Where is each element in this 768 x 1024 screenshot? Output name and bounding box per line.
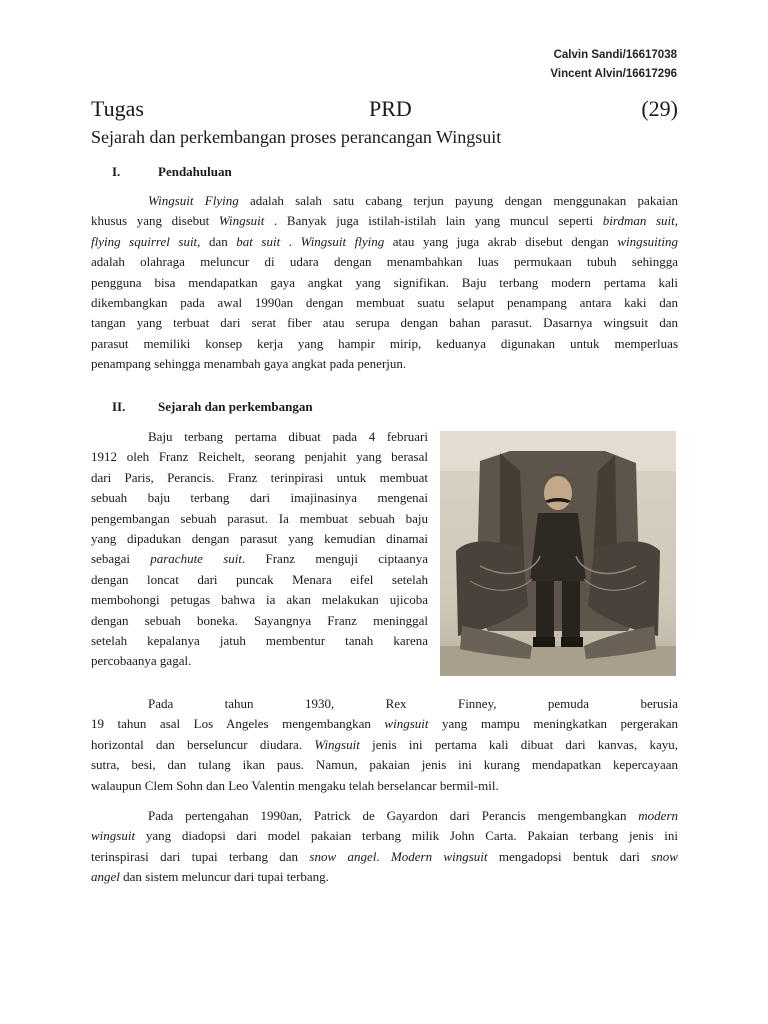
italic-run: Wingsuit	[218, 213, 265, 229]
text-line	[91, 252, 678, 272]
text-line	[91, 714, 678, 734]
text-run: mengadopsi bentuk dari	[487, 848, 652, 864]
text-line	[91, 867, 678, 887]
italic-run: bat suit	[236, 233, 281, 249]
text-line	[91, 447, 428, 467]
text-run: Pada pertengahan 1990an, Patrick de Gayardon dari Perancis mengembangkan	[148, 808, 639, 823]
text-line	[91, 847, 678, 867]
section-title: Sejarah dan perkembangan	[158, 399, 313, 414]
text-line	[91, 694, 678, 714]
section-heading-pendahuluan	[112, 164, 232, 180]
italic-run: Wingsuit	[314, 736, 360, 752]
text-line	[91, 651, 428, 671]
text-run: sutra, besi, dan tulang ikan paus. Namun, pakaian jenis ini kurang mendapatkan kepercayaan	[91, 757, 678, 773]
italic-run: wingsuit	[384, 716, 429, 732]
paragraph-franz-reichelt	[91, 427, 428, 672]
text-line	[91, 354, 678, 374]
author-line: Vincent Alvin/16617296	[550, 68, 677, 80]
text-line	[91, 755, 678, 775]
text-line	[91, 273, 678, 293]
paragraph-patrick-de-gayardon	[91, 806, 678, 888]
section-number: I.	[112, 164, 121, 179]
text-line	[91, 806, 678, 826]
italic-run: Wingsuit flying	[300, 233, 385, 249]
text-line	[91, 334, 678, 354]
text-run: adalah salah satu cabang terjun payung dengan menggunakan pakaian	[238, 193, 678, 208]
text-run: sebuah baju terbang dari imajinasinya mengenai	[91, 490, 428, 506]
text-line	[91, 293, 678, 313]
italic-run: parachute suit	[150, 551, 242, 567]
text-run: percobaanya gagal.	[91, 653, 192, 669]
text-run: . Franz menguji ciptaanya	[241, 551, 428, 567]
text-run: yang diadopsi dari model pakaian terbang milik John Carta. Pakaian terbang jenis ini	[135, 828, 678, 844]
section-heading-sejarah	[112, 399, 313, 415]
text-run: pengembangan sebuah parasut. Ia membuat sebuah baju	[91, 510, 428, 526]
italic-run: snow	[651, 848, 678, 864]
text-run: dan sistem meluncur dari tupai terbang.	[119, 869, 329, 885]
text-run: horizontal dan berseluncur diudara.	[91, 736, 315, 752]
italic-run: snow angel	[309, 848, 377, 864]
text-run: pengguna bisa mendapatkan gaya angkat yang signifikan. Baju terbang modern pertama kali	[91, 274, 678, 290]
text-line	[91, 549, 428, 569]
author-block	[550, 46, 677, 84]
text-run: dengan sebuah boneka. Sayangnya Franz meninggal	[91, 612, 428, 628]
text-line	[91, 826, 678, 846]
text-line	[91, 509, 428, 529]
italic-run: Wingsuit Flying	[148, 193, 239, 208]
text-run: atau yang juga akrab disebut dengan	[384, 233, 618, 249]
text-run: .	[376, 848, 391, 864]
text-run: 1912 oleh Franz Reichelt, seorang penjahit yang berasal	[91, 449, 428, 465]
text-line	[91, 631, 428, 651]
text-run: penampang sehingga menambah gaya angkat pada penerjun.	[91, 356, 407, 372]
text-run: dan	[200, 233, 237, 249]
section-title: Pendahuluan	[158, 164, 232, 179]
italic-run: birdman suit,	[602, 213, 678, 229]
text-run: dengan loncat dari puncak Menara eifel setelah	[91, 571, 428, 587]
photo-franz-reichelt-parachute-suit	[440, 431, 676, 676]
document-title	[91, 96, 678, 124]
author-line: Calvin Sandi/16617038	[553, 49, 677, 61]
text-run: terinspirasi dari tupai terbang dan	[91, 848, 310, 864]
text-line	[91, 468, 428, 488]
text-run: sebagai	[91, 551, 151, 567]
text-line	[91, 313, 678, 333]
text-run: tangan yang terbuat dari serat fiber atau serupa dengan bahan parasut. Dasarnya wingsuit dan	[91, 315, 678, 331]
document-subtitle: Sejarah dan perkembangan proses perancangan Wingsuit	[91, 127, 502, 147]
italic-run: angel	[91, 869, 120, 885]
text-run: dikembangkan pada awal 1990an dengan membuat suatu selaput penampang antara kaki dan	[91, 295, 678, 311]
text-line	[91, 570, 428, 590]
text-run: walaupun Clem Sohn dan Leo Valentin mengaku telah berselancar bermil-mil.	[91, 777, 499, 793]
section-number: II.	[112, 399, 126, 414]
text-run: jenis ini pertama kali dibuat dari kanvas, kayu,	[359, 736, 678, 752]
text-run: membohongi petugas bahwa ia akan melakukan ujicoba	[91, 592, 428, 608]
italic-run: wingsuit	[91, 828, 136, 844]
historical-photo	[440, 431, 676, 676]
text-run: setelah kepalanya jatuh membentur tanah karena	[91, 633, 428, 649]
text-run: Baju terbang pertama dibuat pada 4 februari	[148, 429, 428, 444]
text-run: . Banyak juga istilah-istilah lain yang muncul seperti	[264, 213, 603, 229]
title-middle: PRD	[369, 96, 412, 121]
text-line	[91, 427, 428, 447]
text-run: dari Paris, Perancis. Franz terinpirasi untuk membuat	[91, 469, 428, 485]
text-line	[91, 488, 428, 508]
text-line	[91, 232, 678, 252]
paragraph-rex-finney	[91, 694, 678, 796]
text-line	[91, 611, 428, 631]
text-run: parasut memiliki konsep kerja yang hampir mirip, keduanya digunakan untuk memperluas	[91, 335, 678, 351]
italic-run: Modern wingsuit	[390, 848, 488, 864]
text-line	[91, 590, 428, 610]
italic-run: flying squirrel suit,	[91, 233, 201, 249]
title-left: Tugas	[91, 96, 144, 121]
text-line	[91, 529, 428, 549]
italic-run: modern	[638, 808, 678, 823]
paragraph-pendahuluan	[91, 191, 678, 375]
text-run: adalah olahraga meluncur di udara dengan menambahkan luas permukaan tubuh sehingga	[91, 254, 678, 270]
title-right: (29)	[641, 96, 678, 121]
text-line	[91, 776, 678, 796]
text-line	[91, 191, 678, 211]
text-run: .	[280, 233, 301, 249]
text-run: khusus yang disebut	[91, 213, 219, 229]
text-line	[91, 211, 678, 231]
text-line	[91, 735, 678, 755]
text-run: 19 tahun asal Los Angeles mengembangkan	[91, 716, 385, 732]
italic-run: wingsuiting	[617, 233, 678, 249]
text-run: yang dipadukan dengan parasut yang kemudian dinamai	[91, 531, 428, 547]
text-run: Pada tahun 1930, Rex Finney, pemuda berusia	[148, 696, 678, 711]
text-run: yang mampu meningkatkan pergerakan	[428, 716, 679, 732]
